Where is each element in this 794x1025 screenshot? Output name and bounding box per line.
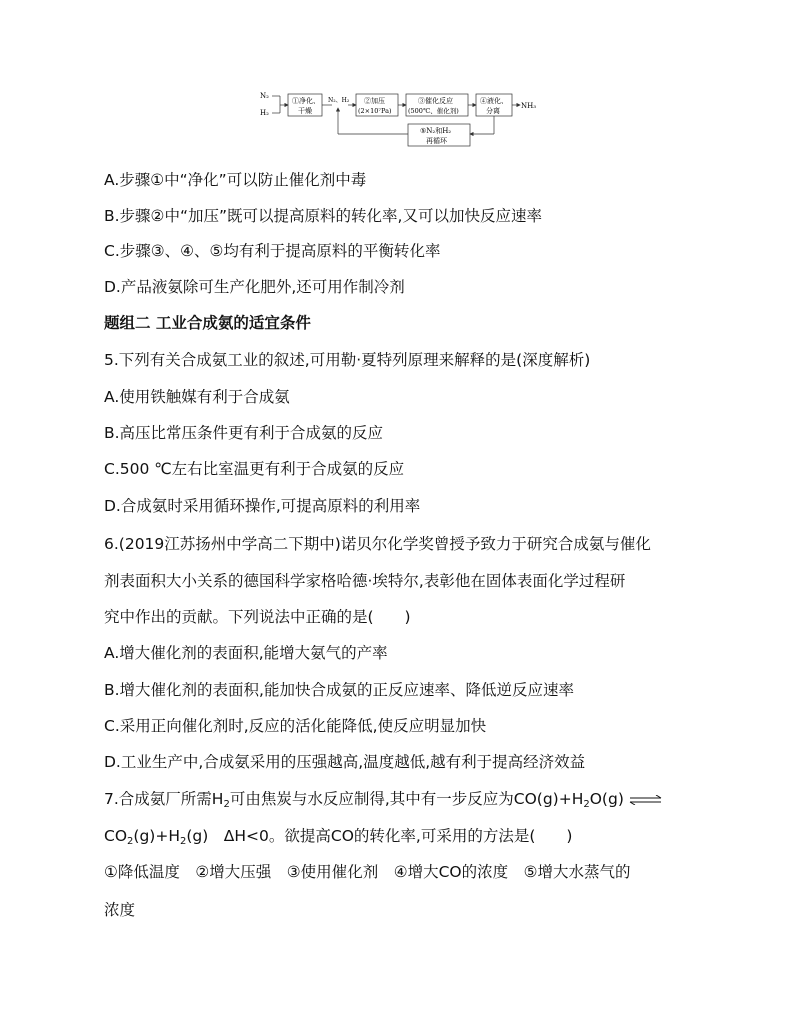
q7-options-end: 浓度 xyxy=(104,901,136,919)
q5-option-a: A.使用铁触媒有利于合成氨 xyxy=(104,388,290,406)
svg-text:①净化、: ①净化、 xyxy=(292,97,320,105)
q7-options: ①降低温度 ②增大压强 ③使用催化剂 ④增大CO的浓度 ⑤增大水蒸气的 xyxy=(104,863,631,881)
q5-option-c: C.500 ℃左右比室温更有利于合成氨的反应 xyxy=(104,460,405,478)
q4-option-a: A.步骤①中“净化”可以防止催化剂中毒 xyxy=(104,171,367,189)
svg-text:⑤N₂和H₂: ⑤N₂和H₂ xyxy=(420,127,452,135)
svg-text:分离: 分离 xyxy=(486,107,500,115)
svg-text:再循环: 再循环 xyxy=(426,137,447,145)
section-title: 题组二 工业合成氨的适宜条件 xyxy=(104,314,311,332)
input-n2: N₂ xyxy=(260,92,269,100)
q7-stem-line1: 7.合成氨厂所需$H_2$可由焦炭与水反应制得,其中有一步反应为$CO(g)+H_2O(g)$ xyxy=(104,789,663,815)
q4-option-c: C.步骤③、④、⑤均有利于提高原料的平衡转化率 xyxy=(104,242,441,260)
q6-option-b: B.增大催化剂的表面积,能加快合成氨的正反应速率、降低逆反应速率 xyxy=(104,681,574,699)
ammonia-process-diagram xyxy=(258,88,548,154)
q5-option-d: D.合成氨时采用循环操作,可提高原料的利用率 xyxy=(104,497,421,515)
q7-stem-line2: $CO_2(g)+H_2(g)$ ΔH<0。欲提高CO的转化率,可采用的方法是( ) xyxy=(104,827,573,847)
q4-option-b: B.步骤②中“加压”既可以提高原料的转化率,又可以加快反应速率 xyxy=(104,207,542,225)
q6-option-a: A.增大催化剂的表面积,能增大氨气的产率 xyxy=(104,644,388,662)
mid-label: N₂、H₂ xyxy=(328,97,350,104)
q6-option-c: C.采用正向催化剂时,反应的活化能降低,使反应明显加快 xyxy=(104,717,487,735)
q6-stem-line1: 6.(2019江苏扬州中学高二下期中)诺贝尔化学奖曾授予致力于研究合成氨与催化 xyxy=(104,535,651,553)
svg-text:②加压: ②加压 xyxy=(364,97,385,105)
svg-text:③催化反应: ③催化反应 xyxy=(418,97,453,105)
svg-text:④液化、: ④液化、 xyxy=(480,97,508,105)
q5-stem: 5.下列有关合成氨工业的叙述,可用勒·夏特列原理来解释的是(深度解析) xyxy=(104,351,591,369)
q5-option-b: B.高压比常压条件更有利于合成氨的反应 xyxy=(104,424,384,442)
equilibrium-arrow-icon xyxy=(629,795,663,805)
q6-stem-line3: 究中作出的贡献。下列说法中正确的是( ) xyxy=(104,608,411,626)
q6-stem-line2: 剂表面积大小关系的德国科学家格哈德·埃特尔,表彰他在固体表面化学过程研 xyxy=(104,572,626,590)
svg-text:(2×10⁷Pa): (2×10⁷Pa) xyxy=(358,107,392,115)
q6-option-d: D.工业生产中,合成氨采用的压强越高,温度越低,越有利于提高经济效益 xyxy=(104,753,586,771)
input-h2: H₂ xyxy=(260,109,269,117)
svg-text:(500℃、催化剂): (500℃、催化剂) xyxy=(408,107,459,115)
output-nh3: NH₃ xyxy=(521,102,537,110)
q4-option-d: D.产品液氨除可生产化肥外,还可用作制冷剂 xyxy=(104,278,405,296)
svg-text:干燥: 干燥 xyxy=(298,107,312,115)
